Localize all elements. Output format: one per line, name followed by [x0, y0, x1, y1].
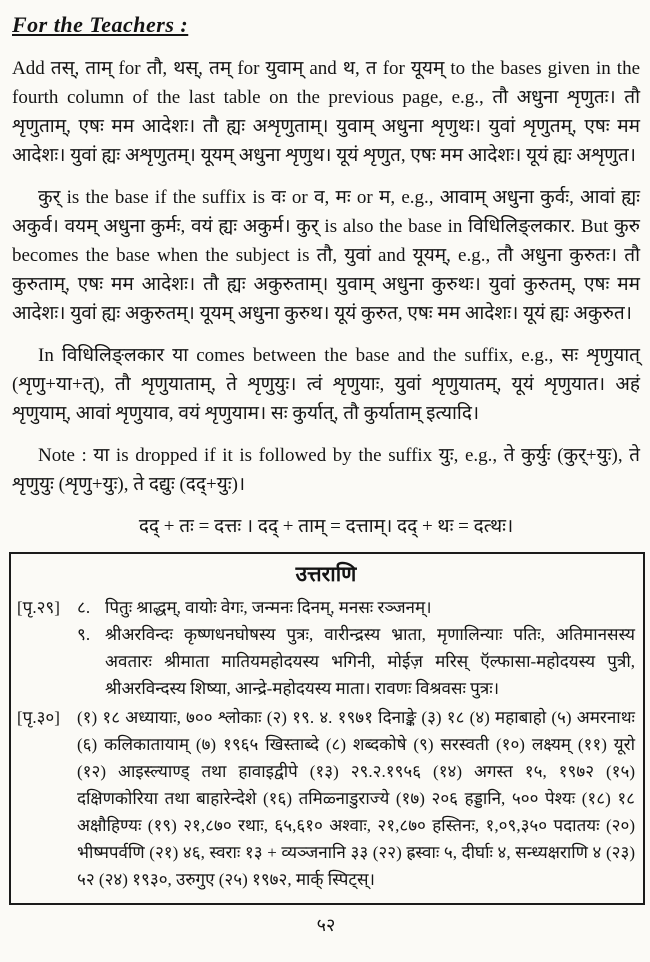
page-ref-label: [पृ.२९]	[17, 598, 60, 617]
paragraph-add-suffixes: Add तस्, ताम् for तौ, थस्, तम् for युवाम् and थ, त for यूयम् to the bases given in the fourth column of the last table on the previous page, e.g., तौ अधुना शृणुतः। तौ शृणुताम्, एषः मम आदेशः। तौ ह्यः अशृणुताम्। युवाम् अधुना शृणुथः। युवां शृणुतम्, एषः मम आदेशः। युवां ह्यः अशृणुतम्। यूयम् अधुना शृणुथ। यूयं शृणुत, एषः मम आदेशः। यूयं ह्यः अशृणुत।	[12, 58, 640, 166]
answers-entry-p30	[17, 704, 635, 893]
answer-text: श्रीअरविन्दः कृष्णधनघोषस्य पुत्रः, वारीन्द्रस्य भ्राता, मृणालिन्याः पतिः, अतिमानसस्य अवतारः श्रीमाता मातियमहोदयस्य भगिनी, मोईज़ मरिस् ऍल्फासा-महोदयस्य पुत्री, श्रीअरविन्दस्य शिष्या, आन्द्रे-महोदयस्य माता। रावणः विश्रवसः पुत्रः।	[105, 625, 635, 698]
answer-number: ९.	[77, 625, 91, 644]
entry-content	[77, 594, 635, 702]
answers-entry-p29	[17, 594, 635, 702]
sandhi-formula-line: दद् + तः = दत्तः । दद् + ताम् = दत्ताम्। दद् + थः = दत्थः।	[138, 516, 514, 537]
answer-item-9	[77, 621, 635, 702]
paragraph-vidhiling-ya: In विधिलिङ्लकार या comes between the base and the suffix, e.g., सः शृणुयात् (शृणु+या+त्), तौ शृणुयाताम्, ते शृणुयुः। त्वं शृणुयाः, युवां शृणुयातम्, यूयं शृणुयात। अहं शृणुयाम्, आवां शृणुयाव, वयं शृणुयाम। सः कुर्यात्, तौ कुर्याताम् इत्यादि।	[12, 345, 640, 424]
paragraph-note-ya-dropped: Note : या is dropped if it is followed by the suffix युः, e.g., ते कुर्युः (कुर्+युः), ते शृणुयुः (शृणु+युः), ते दद्युः (दद्+युः)।	[12, 445, 640, 495]
answer-number: ८.	[77, 598, 91, 617]
answer-text: पितुः श्राद्धम्, वायोः वेगः, जन्मनः दिनम्, मनसः रञ्जनम्।	[105, 598, 432, 617]
paragraph-kur-base: कुर् is the base if the suffix is वः or व, मः or म, e.g., आवाम् अधुना कुर्वः, आवां ह्यः अकुर्व। वयम् अधुना कुर्मः, वयं ह्यः अकुर्म। कुर् is also the base in विधिलिङ्लकार. But कुरु becomes the base when the subject is तौ, युवां and यूयम्, e.g., तौ अधुना कुरुतः। तौ कुरुताम्, एषः मम आदेशः। तौ ह्यः अकुरुताम्। युवाम् अधुना कुरुथः। युवां कुरुतम्, एषः मम आदेशः। युवां ह्यः अकुरुतम्। यूयम् अधुना कुरुथ। यूयं कुरुत, एषः मम आदेशः। यूयं ह्यः अकुरुत।	[12, 187, 641, 324]
page-ref-label: [पृ.३०]	[17, 708, 60, 727]
answer-text: (१) १८ अध्यायाः, ७०० श्लोकाः (२) १९. ४. १९७१ दिनाङ्के (३) १८ (४) महाबाहो (५) अमरनाथः (६) कलिकातायाम् (७) १९६५ खिस्ताब्दे (८) शब्दकोषे (९) सरस्वती (१०) लक्ष्यम् (११) यूरो (१२) आइस्ल्याण्ड् तथा हावाइद्वीपे (१३) २९.२.१९५६ (१४) अगस्त १५, १९७२ (१५) दक्षिणकोरिया तथा बाहारेन्देशे (१६) तमिळ्नाडुराज्ये (१७) २०६ हड्डानि, ५०० पेश्यः (१८) १८ अक्षौहिण्यः (१९) २१,८७० रथाः, ६५,६१० अश्वाः, २१,८७० हस्तिनः, १,०९,३५० पदातयः (२०) भीष्मपर्वणि (२१) ४६, स्वराः १३ + व्यञ्जनानि ३३ (२२) ह्रस्वाः ५, दीर्घाः ४, सन्ध्यक्षराणि ४ (२३) ५२ (२४) १९३०, उरुगुए (२५) १९७२, मार्क् स्पिट्स्।	[77, 708, 635, 889]
answers-title: उत्तराणि	[295, 562, 357, 586]
page-number: ५२	[316, 915, 336, 935]
answer-item-8	[77, 594, 635, 621]
page-heading: For the Teachers :	[12, 12, 189, 37]
answers-box	[9, 552, 645, 905]
